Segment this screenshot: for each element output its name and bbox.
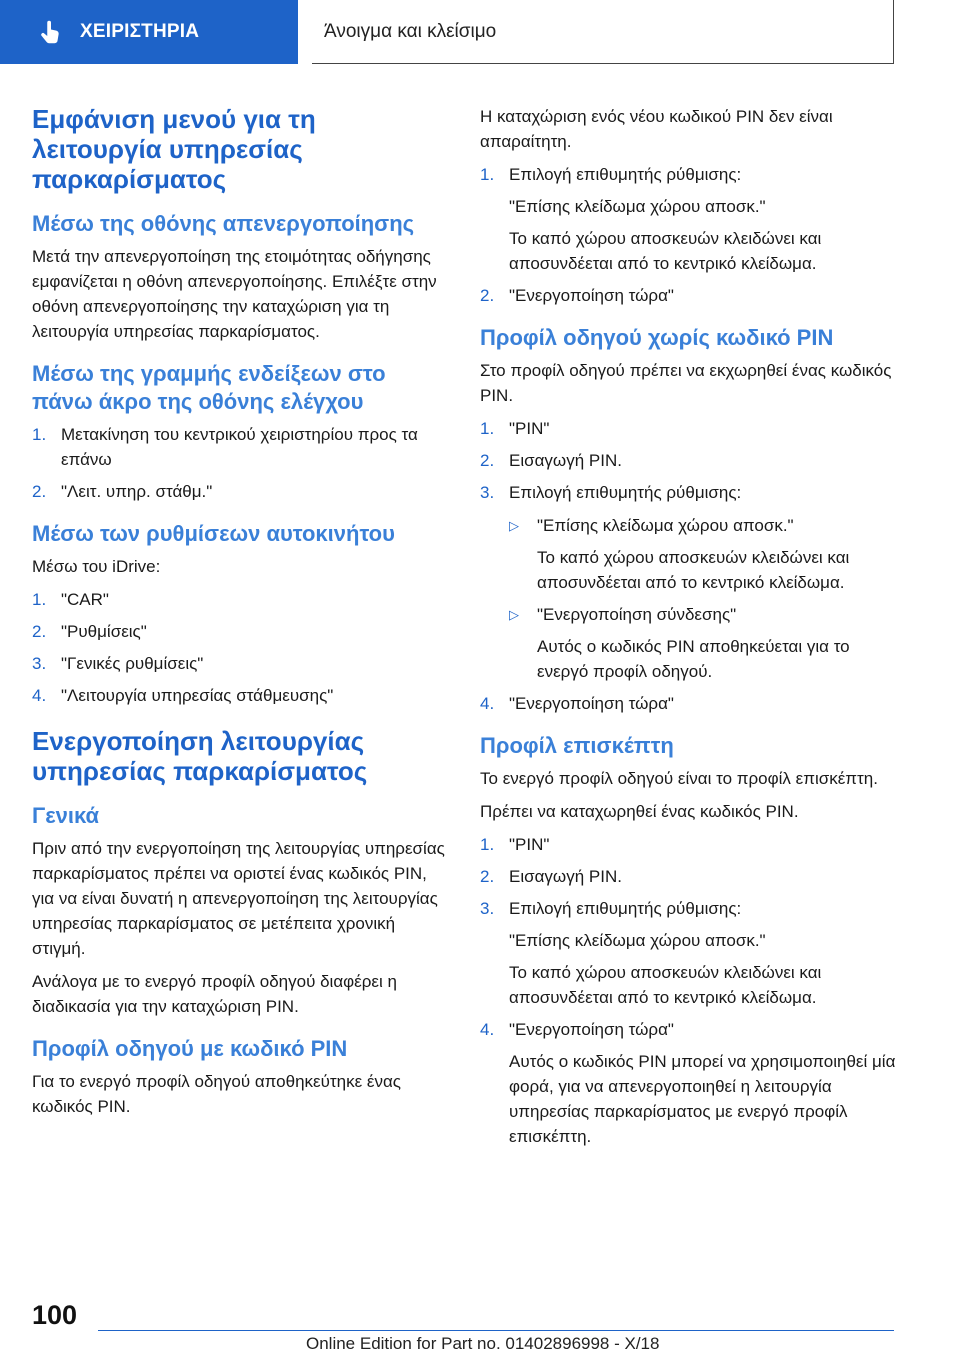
paragraph-profile-without-pin: Στο προφίλ οδηγού πρέπει να εκχωρηθεί ένας κωδικός PIN. <box>480 361 892 405</box>
list-item <box>480 162 896 276</box>
paragraph-profile-with-pin: Για το ενεργό προφίλ οδηγού αποθηκεύτηκε ένας κωδικός PIN. <box>32 1072 401 1116</box>
step-text: "Λειτουργία υπηρεσίας στάθμευσης" <box>61 686 334 705</box>
paragraph-guest-2: Πρέπει να καταχωρηθεί ένας κωδικός PIN. <box>480 802 799 821</box>
list-item <box>32 683 448 708</box>
list-item <box>480 864 896 889</box>
step-text: "Ενεργοποίηση τώρα" <box>509 1020 674 1039</box>
list-item <box>480 896 896 1010</box>
list-item <box>32 479 448 504</box>
list-item <box>32 587 448 612</box>
heading-general: Γενικά <box>32 803 100 828</box>
list-item <box>480 448 896 473</box>
page-header <box>0 0 960 66</box>
step-number: 1. <box>32 590 47 609</box>
step-number: 3. <box>480 899 495 918</box>
step-text: "PIN" <box>509 419 550 438</box>
list-item <box>480 416 896 441</box>
step-number: 4. <box>480 1020 495 1039</box>
with-pin-steps-list <box>480 162 896 308</box>
heading-shutdown-screen: Μέσω της οθόνης απενεργοποίησης <box>32 211 415 236</box>
step-number: 4. <box>32 686 47 705</box>
paragraph-new-pin: Η καταχώριση ενός νέου κωδικού PIN δεν είναι απαραίτητη. <box>480 107 833 151</box>
hand-pointer-icon <box>36 17 66 47</box>
step-number: 2. <box>32 622 47 641</box>
list-item <box>509 513 896 595</box>
step-text: Επιλογή επιθυμητής ρύθμισης: <box>509 899 742 918</box>
step-subtext: Αυτός ο κωδικός PIN μπορεί να χρησιμοποιηθεί μία φορά, για να απενεργοποιηθεί η λειτουργία υπηρεσίας παρκαρίσματος με ενεργό προφίλ επισκέπτη. <box>509 1052 896 1146</box>
bullet-subtext: Αυτός ο κωδικός PIN αποθηκεύεται για το ενεργό προφίλ οδηγού. <box>537 637 850 681</box>
right-column <box>480 104 896 1157</box>
paragraph-via-idrive: Μέσω του iDrive: <box>32 557 161 576</box>
step-text: "PIN" <box>509 835 550 854</box>
no-pin-steps-list <box>480 416 896 716</box>
left-column <box>32 104 448 1127</box>
list-item <box>480 832 896 857</box>
paragraph-general-1: Πριν από την ενεργοποίηση της λειτουργίας υπηρεσίας παρκαρίσματος πρέπει να οριστεί ένας κωδικός PIN, για να είναι δυνατή η απενεργοποίηση της λειτουργίας υπηρεσίας παρκαρίσματος σε μετέπειτα χρονική στιγμή. <box>32 839 445 958</box>
triangle-bullet-icon: ▷ <box>509 607 519 622</box>
paragraph-guest-1: Το ενεργό προφίλ οδηγού είναι το προφίλ επισκέπτη. <box>480 769 878 788</box>
manual-section-tab[interactable] <box>0 0 298 64</box>
paragraph-shutdown-screen: Μετά την απενεργοποίηση της ετοιμότητας οδήγησης εμφανίζεται η οθόνη απενεργοποίησης. Επιλέξτε στην οθόνη απενεργοποίησης την καταχώριση για τη λειτουργία υπηρεσίας παρκαρίσματος. <box>32 247 437 341</box>
page-number: 100 <box>32 1300 78 1330</box>
bullet-subtext: Το καπό χώρου αποσκευών κλειδώνει και αποσυνδέεται από το κεντρικό κλείδωμα. <box>537 548 850 592</box>
heading-indicator-line: Μέσω της γραμμής ενδείξεων στο πάνω άκρο της οθόνης ελέγχου <box>32 361 386 414</box>
guest-steps-list <box>480 832 896 1149</box>
list-item <box>480 283 896 308</box>
footer-divider <box>98 1330 894 1331</box>
step-number: 1. <box>480 419 495 438</box>
manual-tab-label: ΧΕΙΡΙΣΤΗΡΙΑ <box>80 21 200 42</box>
step-text: "Λειτ. υπηρ. στάθμ." <box>61 482 213 501</box>
list-item <box>32 651 448 676</box>
step-text: Επιλογή επιθυμητής ρύθμισης: <box>509 483 742 502</box>
heading-profile-with-pin: Προφίλ οδηγού με κωδικό PIN <box>32 1036 348 1061</box>
list-item <box>480 1017 896 1149</box>
step-text: "CAR" <box>61 590 109 609</box>
heading-guest-profile: Προφίλ επισκέπτη <box>480 733 674 758</box>
heading-profile-without-pin: Προφίλ οδηγού χωρίς κωδικό PIN <box>480 325 834 350</box>
step-subtext: Το καπό χώρου αποσκευών κλειδώνει και αποσυνδέεται από το κεντρικό κλείδωμα. <box>509 963 822 1007</box>
paragraph-general-2: Ανάλογα με το ενεργό προφίλ οδηγού διαφέρει η διαδικασία για την καταχώριση PIN. <box>32 972 397 1016</box>
step-text: "Ενεργοποίηση τώρα" <box>509 694 674 713</box>
step-subtext: Το καπό χώρου αποσκευών κλειδώνει και αποσυνδέεται από το κεντρικό κλείδωμα. <box>509 229 822 273</box>
step-text: "Ρυθμίσεις" <box>61 622 147 641</box>
step-number: 2. <box>480 867 495 886</box>
settings-steps-list <box>32 587 448 708</box>
triangle-bullet-icon: ▷ <box>509 518 519 533</box>
list-item <box>480 691 896 716</box>
step-text: "Γενικές ρυθμίσεις" <box>61 654 204 673</box>
step-number: 1. <box>480 165 495 184</box>
option-bullets <box>509 513 896 684</box>
step-text: Εισαγωγή PIN. <box>509 867 622 886</box>
step-number: 1. <box>32 425 47 444</box>
step-subtext: "Επίσης κλείδωμα χώρου αποσκ." <box>509 931 766 950</box>
edition-footer: Online Edition for Part no. 01402896998 - X/18 <box>306 1334 660 1353</box>
list-item <box>480 480 896 684</box>
step-text: Επιλογή επιθυμητής ρύθμισης: <box>509 165 742 184</box>
list-item <box>32 619 448 644</box>
indicator-steps-list <box>32 422 448 504</box>
list-item <box>32 422 448 472</box>
bullet-text: "Επίσης κλείδωμα χώρου αποσκ." <box>537 516 794 535</box>
step-text: Μετακίνηση του κεντρικού χειριστηρίου προς τα επάνω <box>61 425 418 469</box>
heading-display-menu: Εμφάνιση μενού για τη λειτουργία υπηρεσίας παρκαρίσματος <box>32 104 316 194</box>
bullet-text: "Ενεργοποίηση σύνδεσης" <box>537 605 737 624</box>
step-number: 2. <box>480 451 495 470</box>
heading-activation: Ενεργοποίηση λειτουργίας υπηρεσίας παρκαρίσματος <box>32 726 368 786</box>
step-number: 3. <box>480 483 495 502</box>
heading-vehicle-settings: Μέσω των ρυθμίσεων αυτοκινήτου <box>32 521 395 546</box>
step-subtext: "Επίσης κλείδωμα χώρου αποσκ." <box>509 197 766 216</box>
chapter-title-tab <box>312 0 894 64</box>
step-text: "Ενεργοποίηση τώρα" <box>509 286 674 305</box>
step-number: 3. <box>32 654 47 673</box>
step-number: 1. <box>480 835 495 854</box>
step-number: 2. <box>480 286 495 305</box>
step-text: Εισαγωγή PIN. <box>509 451 622 470</box>
chapter-title: Άνοιγμα και κλείσιμο <box>324 20 497 42</box>
list-item <box>509 602 896 684</box>
step-number: 4. <box>480 694 495 713</box>
step-number: 2. <box>32 482 47 501</box>
